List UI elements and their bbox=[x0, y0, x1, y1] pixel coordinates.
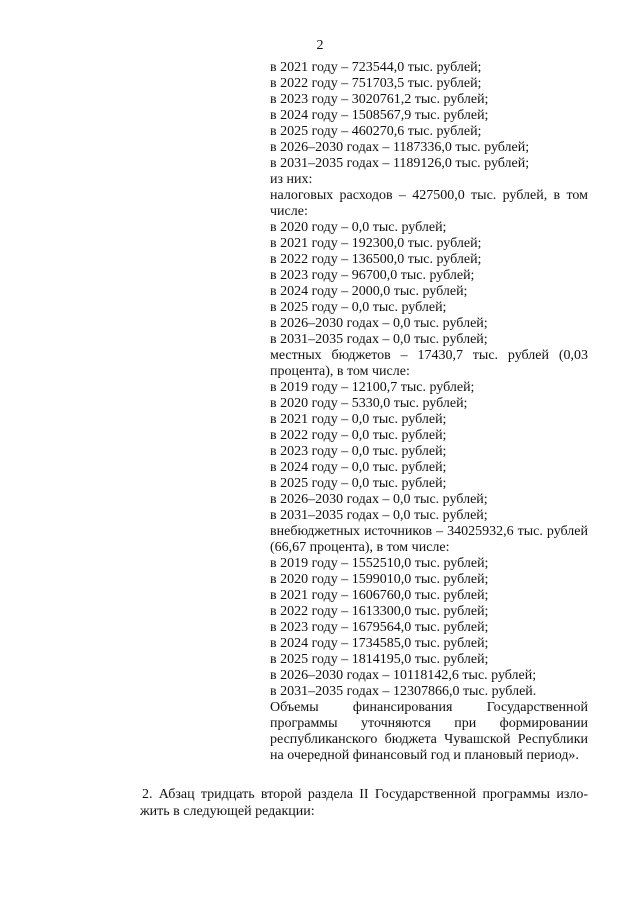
extrabudgetary-year-line: в 2020 году – 1599010,0 тыс. рублей; bbox=[270, 572, 489, 587]
funding-line: в 2031–2035 годах – 1189126,0 тыс. рублей; bbox=[270, 156, 530, 171]
local-year-line: в 2021 году – 0,0 тыс. рублей; bbox=[270, 412, 447, 427]
tax-year-line: в 2021 году – 192300,0 тыс. рублей; bbox=[270, 236, 482, 251]
funding-line: в 2022 году – 751703,5 тыс. рублей; bbox=[270, 76, 482, 91]
local-budgets-intro: местных бюджетов – 17430,7 тыс. рублей (0,03 процента), в том числе: bbox=[270, 348, 588, 379]
funding-line: в 2024 году – 1508567,9 тыс. рублей; bbox=[270, 108, 489, 123]
local-year-line: в 2025 году – 0,0 тыс. рублей; bbox=[270, 476, 447, 491]
extrabudgetary-year-line: в 2025 году – 1814195,0 тыс. рублей; bbox=[270, 652, 489, 667]
extrabudgetary-year-line: в 2026–2030 годах – 10118142,6 тыс. рублей; bbox=[270, 668, 537, 683]
tax-year-line: в 2025 году – 0,0 тыс. рублей; bbox=[270, 300, 447, 315]
funding-line: в 2021 году – 723544,0 тыс. рублей; bbox=[270, 60, 482, 75]
extrabudgetary-year-line: в 2023 году – 1679564,0 тыс. рублей; bbox=[270, 620, 489, 635]
amendment-line: 2. Абзац тридцать второй раздела II Государственной программы изло- bbox=[142, 787, 588, 802]
extrabudgetary-year-line: в 2021 году – 1606760,0 тыс. рублей; bbox=[270, 588, 489, 603]
funding-line: из них: bbox=[270, 172, 313, 187]
funding-line: в 2023 году – 3020761,2 тыс. рублей; bbox=[270, 92, 489, 107]
tax-year-line: в 2026–2030 годах – 0,0 тыс. рублей; bbox=[270, 316, 488, 331]
amendment-line: жить в следующей редакции: bbox=[140, 804, 315, 819]
tax-expenses-intro: налоговых расходов – 427500,0 тыс. рублей, в том числе: bbox=[270, 188, 588, 219]
local-year-line: в 2031–2035 годах – 0,0 тыс. рублей; bbox=[270, 508, 488, 523]
tax-year-line: в 2022 году – 136500,0 тыс. рублей; bbox=[270, 252, 482, 267]
page-number: 2 bbox=[316, 38, 324, 53]
amendment-paragraph bbox=[142, 786, 588, 820]
extrabudgetary-year-line: в 2022 году – 1613300,0 тыс. рублей; bbox=[270, 604, 489, 619]
local-year-line: в 2024 году – 0,0 тыс. рублей; bbox=[270, 460, 447, 475]
funding-line: в 2025 году – 460270,6 тыс. рублей; bbox=[270, 124, 482, 139]
local-year-line: в 2020 году – 5330,0 тыс. рублей; bbox=[270, 396, 468, 411]
extrabudgetary-year-line: в 2019 году – 1552510,0 тыс. рублей; bbox=[270, 556, 489, 571]
local-year-line: в 2022 году – 0,0 тыс. рублей; bbox=[270, 428, 447, 443]
funding-line: в 2026–2030 годах – 1187336,0 тыс. рублей; bbox=[270, 140, 530, 155]
extrabudgetary-year-line: в 2031–2035 годах – 12307866,0 тыс. рублей. bbox=[270, 684, 537, 699]
tax-year-line: в 2024 году – 2000,0 тыс. рублей; bbox=[270, 284, 468, 299]
local-year-line: в 2023 году – 0,0 тыс. рублей; bbox=[270, 444, 447, 459]
funding-column bbox=[270, 60, 588, 764]
tax-year-line: в 2020 году – 0,0 тыс. рублей; bbox=[270, 220, 447, 235]
local-year-line: в 2019 году – 12100,7 тыс. рублей; bbox=[270, 380, 475, 395]
closing-paragraph: Объемы финансирования Государственной программы уточняются при формировании республиканского бюджета Чувашской Республики на очередной финансовый год и плановый период». bbox=[270, 700, 588, 763]
tax-year-line: в 2031–2035 годах – 0,0 тыс. рублей; bbox=[270, 332, 488, 347]
tax-year-line: в 2023 году – 96700,0 тыс. рублей; bbox=[270, 268, 475, 283]
local-year-line: в 2026–2030 годах – 0,0 тыс. рублей; bbox=[270, 492, 488, 507]
extrabudgetary-intro: внебюджетных источников – 34025932,6 тыс. рублей (66,67 процента), в том числе: bbox=[270, 524, 588, 555]
extrabudgetary-year-line: в 2024 году – 1734585,0 тыс. рублей; bbox=[270, 636, 489, 651]
